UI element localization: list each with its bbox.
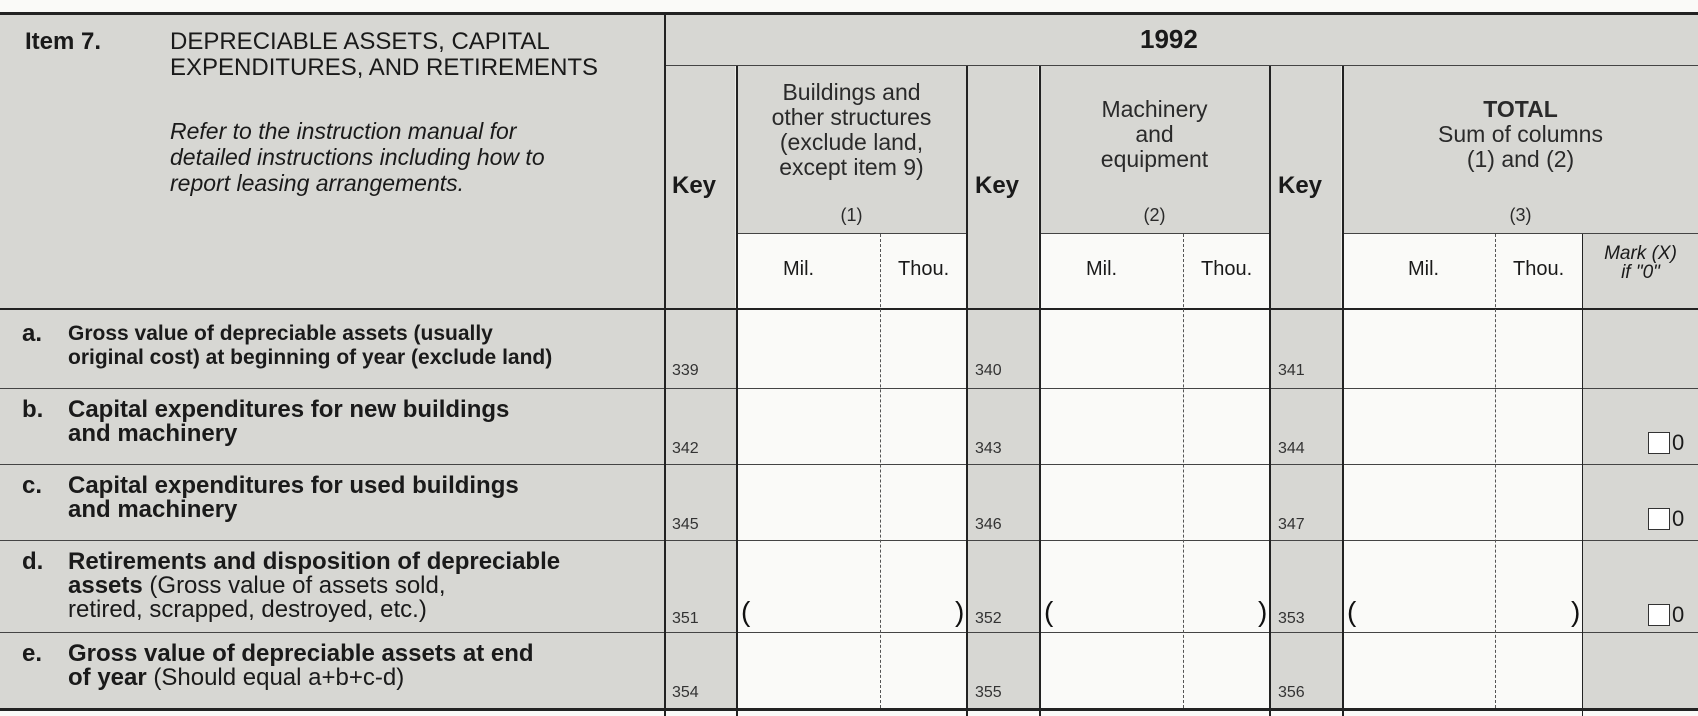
row-d-col2-close-paren: ) [1258,596,1268,627]
key-340: 340 [975,362,1002,379]
key-347: 347 [1278,516,1305,533]
col1-number: (1) [840,205,863,225]
row-a-label: a. [22,320,43,347]
row-d-zero-checkbox[interactable] [1648,604,1670,626]
col2-title: Machinery and equipment [1100,96,1209,172]
row-b-zero-label: 0 [1672,430,1685,455]
key-352: 352 [975,610,1002,627]
top-strip [0,0,1698,12]
row-b-text: Capital expenditures for new buildings and machinery [68,396,510,447]
row-d-col2-open-paren: ( [1044,596,1054,627]
key-345: 345 [672,516,699,533]
col1-entry[interactable] [737,310,966,708]
row-c-zero-checkbox[interactable] [1648,508,1670,530]
row-d-col1-open-paren: ( [741,596,751,627]
row-e-text: Gross value of depreciable assets at end of year (Should equal a+b+c-d) [68,640,534,691]
bottom-strip [0,711,1698,716]
col2-entry[interactable] [1040,310,1269,708]
col3-mil-label: Mil. [1408,258,1440,280]
key-354: 354 [672,684,699,701]
col1-mil-label: Mil. [783,258,815,280]
key-355: 355 [975,684,1002,701]
year-label: 1992 [1140,24,1198,54]
key-344: 344 [1278,440,1305,457]
col3-number: (3) [1509,205,1532,225]
col3-thou-label: Thou. [1513,258,1565,280]
col3-entry[interactable] [1343,310,1583,708]
key-356: 356 [1278,684,1305,701]
row-a-text: Gross value of depreciable assets (usually original cost) at beginning of year (exclude land) [68,322,553,369]
key-header-3: Key [1278,172,1323,199]
key-343: 343 [975,440,1002,457]
row-b-zero-checkbox[interactable] [1648,432,1670,454]
col3-title: TOTAL Sum of columns (1) and (2) [1438,96,1603,172]
item-number: Item 7. [25,28,102,55]
row-e-label: e. [22,640,43,667]
row-b-label: b. [22,396,44,423]
row-d-col3-open-paren: ( [1347,596,1357,627]
col2-thou-label: Thou. [1201,258,1253,280]
col2-number: (2) [1143,205,1166,225]
item-title-line1: DEPRECIABLE ASSETS, CAPITAL [170,28,550,55]
item-note-line1: Refer to the instruction manual for [170,118,517,144]
key-header-2: Key [975,172,1020,199]
key-353: 353 [1278,610,1305,627]
row-d-label: d. [22,548,44,575]
row-d-text: Retirements and disposition of depreciable assets (Gross value of assets sold, retired, scrapped, destroyed, etc.) [68,548,561,623]
key-header-1: Key [672,172,717,199]
row-c-text: Capital expenditures for used buildings and machinery [68,472,519,523]
item-title-line2: EXPENDITURES, AND RETIREMENTS [170,54,599,81]
key-341: 341 [1278,362,1305,379]
col2-mil-label: Mil. [1086,258,1118,280]
col1-title: Buildings and other structures (exclude land, except item 9) [771,79,932,180]
col1-thou-label: Thou. [898,258,950,280]
row-d-col3-close-paren: ) [1571,596,1581,627]
mark-label: Mark (X) if "0" [1604,243,1677,283]
row-c-zero-label: 0 [1672,506,1685,531]
key-342: 342 [672,440,699,457]
item-note-line2: detailed instructions including how to [170,144,545,170]
row-d-zero-label: 0 [1672,602,1685,627]
row-c-label: c. [22,472,43,499]
key-339: 339 [672,362,699,379]
row-d-col1-close-paren: ) [955,596,965,627]
item-note-line3: report leasing arrangements. [170,170,465,196]
key-351: 351 [672,610,699,627]
key-346: 346 [975,516,1002,533]
